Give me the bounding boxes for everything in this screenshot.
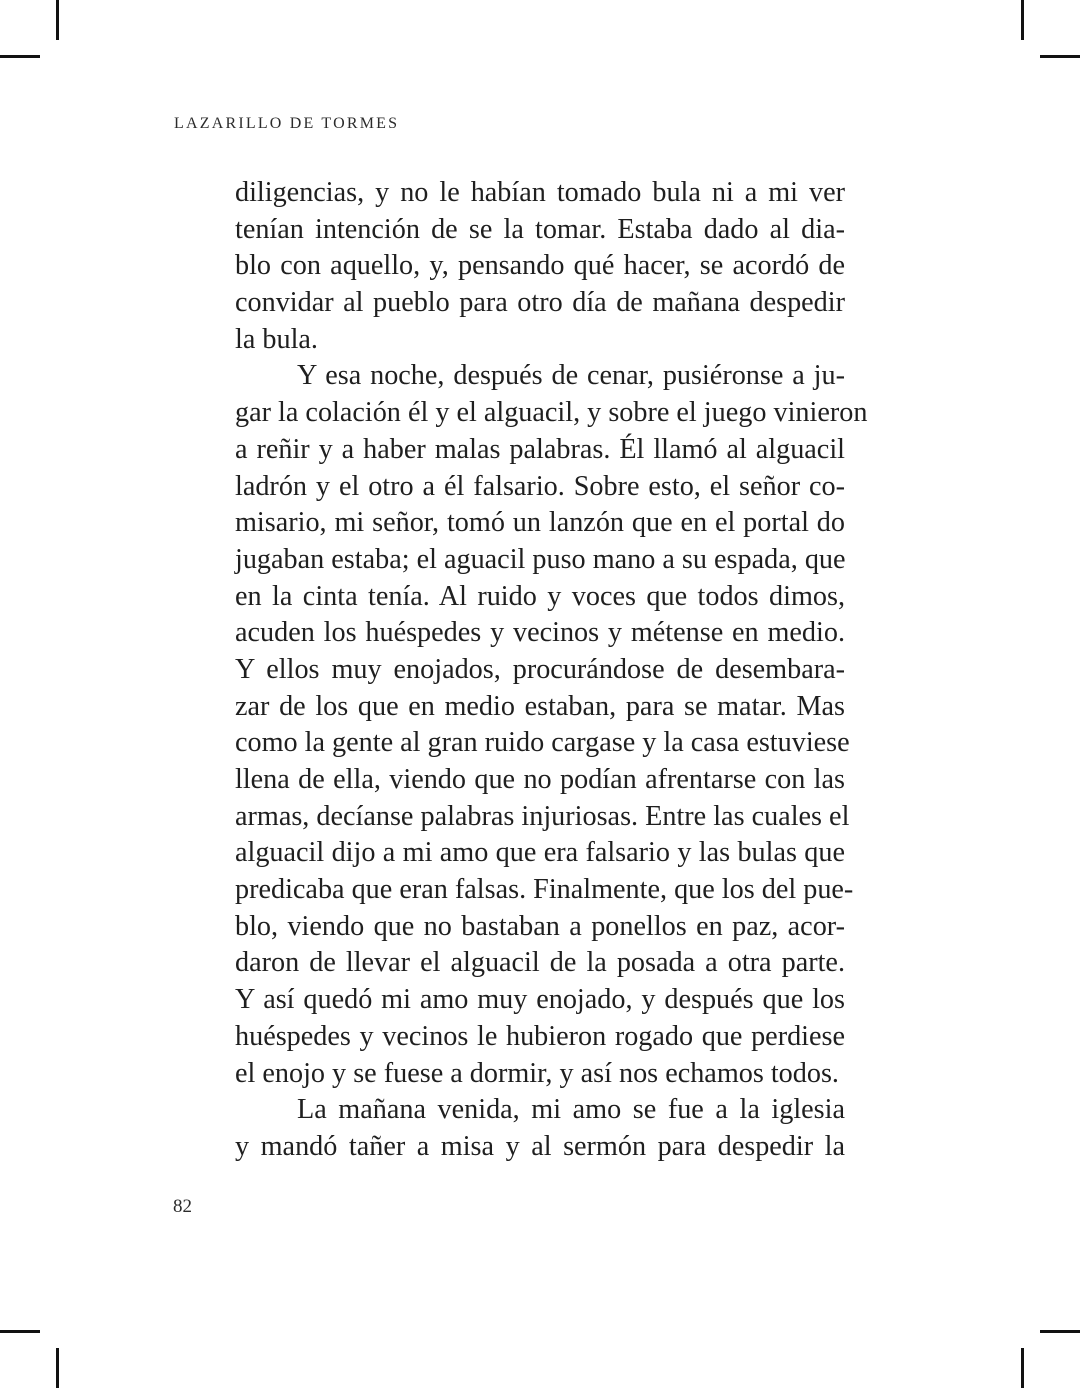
text-line: blo con aquello, y, pensando qué hacer, se acordó de [235,250,845,282]
text-line: zar de los que en medio estaban, para se matar. Mas [235,690,845,722]
text-line: Y esa noche, después de cenar, pusiéronse a ju- [297,360,845,392]
text-line: blo, viendo que no bastaban a ponellos en paz, acor- [235,910,845,942]
crop-mark-bottom-left-vertical [56,1348,59,1388]
crop-mark-top-right-horizontal [1040,55,1080,58]
text-line: tenían intención de se la tomar. Estaba dado al dia- [235,213,845,245]
text-line: predicaba que eran falsas. Finalmente, que los del pue- [235,874,854,906]
text-line: jugaban estaba; el aguacil puso mano a su espada, que [235,543,846,575]
text-line: huéspedes y vecinos le hubieron rogado que perdiese [235,1020,845,1052]
text-line: llena de ella, viendo que no podían afrentarse con las [235,764,845,795]
text-line: convidar al pueblo para otro día de mañana despedir [235,287,845,319]
text-line: como la gente al gran ruido cargase y la casa estuviese [235,727,850,759]
text-line: gar la colación él y el alguacil, y sobre el juego vinieron [235,397,868,429]
text-line: el enojo y se fuese a dormir, y así nos echamos todos. [235,1057,839,1089]
text-line: diligencias, y no le habían tomado bula ni a mi ver [235,177,845,208]
crop-mark-bottom-right-horizontal [1040,1330,1080,1333]
text-line: la bula. [235,323,318,355]
crop-mark-top-right-vertical [1021,0,1024,40]
text-line: Y ellos muy enojados, procurándose de desembara- [235,653,845,685]
crop-mark-bottom-left-horizontal [0,1330,40,1333]
crop-mark-top-left-vertical [56,0,59,40]
running-head: LAZARILLO DE TORMES [174,115,400,132]
text-line: alguacil dijo a mi amo que era falsario y las bulas que [235,837,845,869]
text-line: La mañana venida, mi amo se fue a la iglesia [297,1094,845,1126]
text-line: y mandó tañer a misa y al sermón para despedir la [235,1130,845,1162]
text-line: a reñir y a haber malas palabras. Él llamó al alguacil [235,433,845,465]
text-line: en la cinta tenía. Al ruido y voces que todos dimos, [235,580,845,612]
text-line: ladrón y el otro a él falsario. Sobre esto, el señor co- [235,470,845,502]
text-line: daron de llevar el alguacil de la posada a otra parte. [235,947,845,979]
text-line: Y así quedó mi amo muy enojado, y después que los [235,984,845,1016]
crop-mark-bottom-right-vertical [1021,1348,1024,1388]
body-text [235,175,868,1166]
text-line: armas, decíanse palabras injuriosas. Entre las cuales el [235,800,850,832]
text-line: misario, mi señor, tomó un lanzón que en el portal do [235,507,845,539]
crop-mark-top-left-horizontal [0,55,40,58]
text-line: acuden los huéspedes y vecinos y métense en medio. [235,617,845,649]
page-number: 82 [173,1196,192,1217]
